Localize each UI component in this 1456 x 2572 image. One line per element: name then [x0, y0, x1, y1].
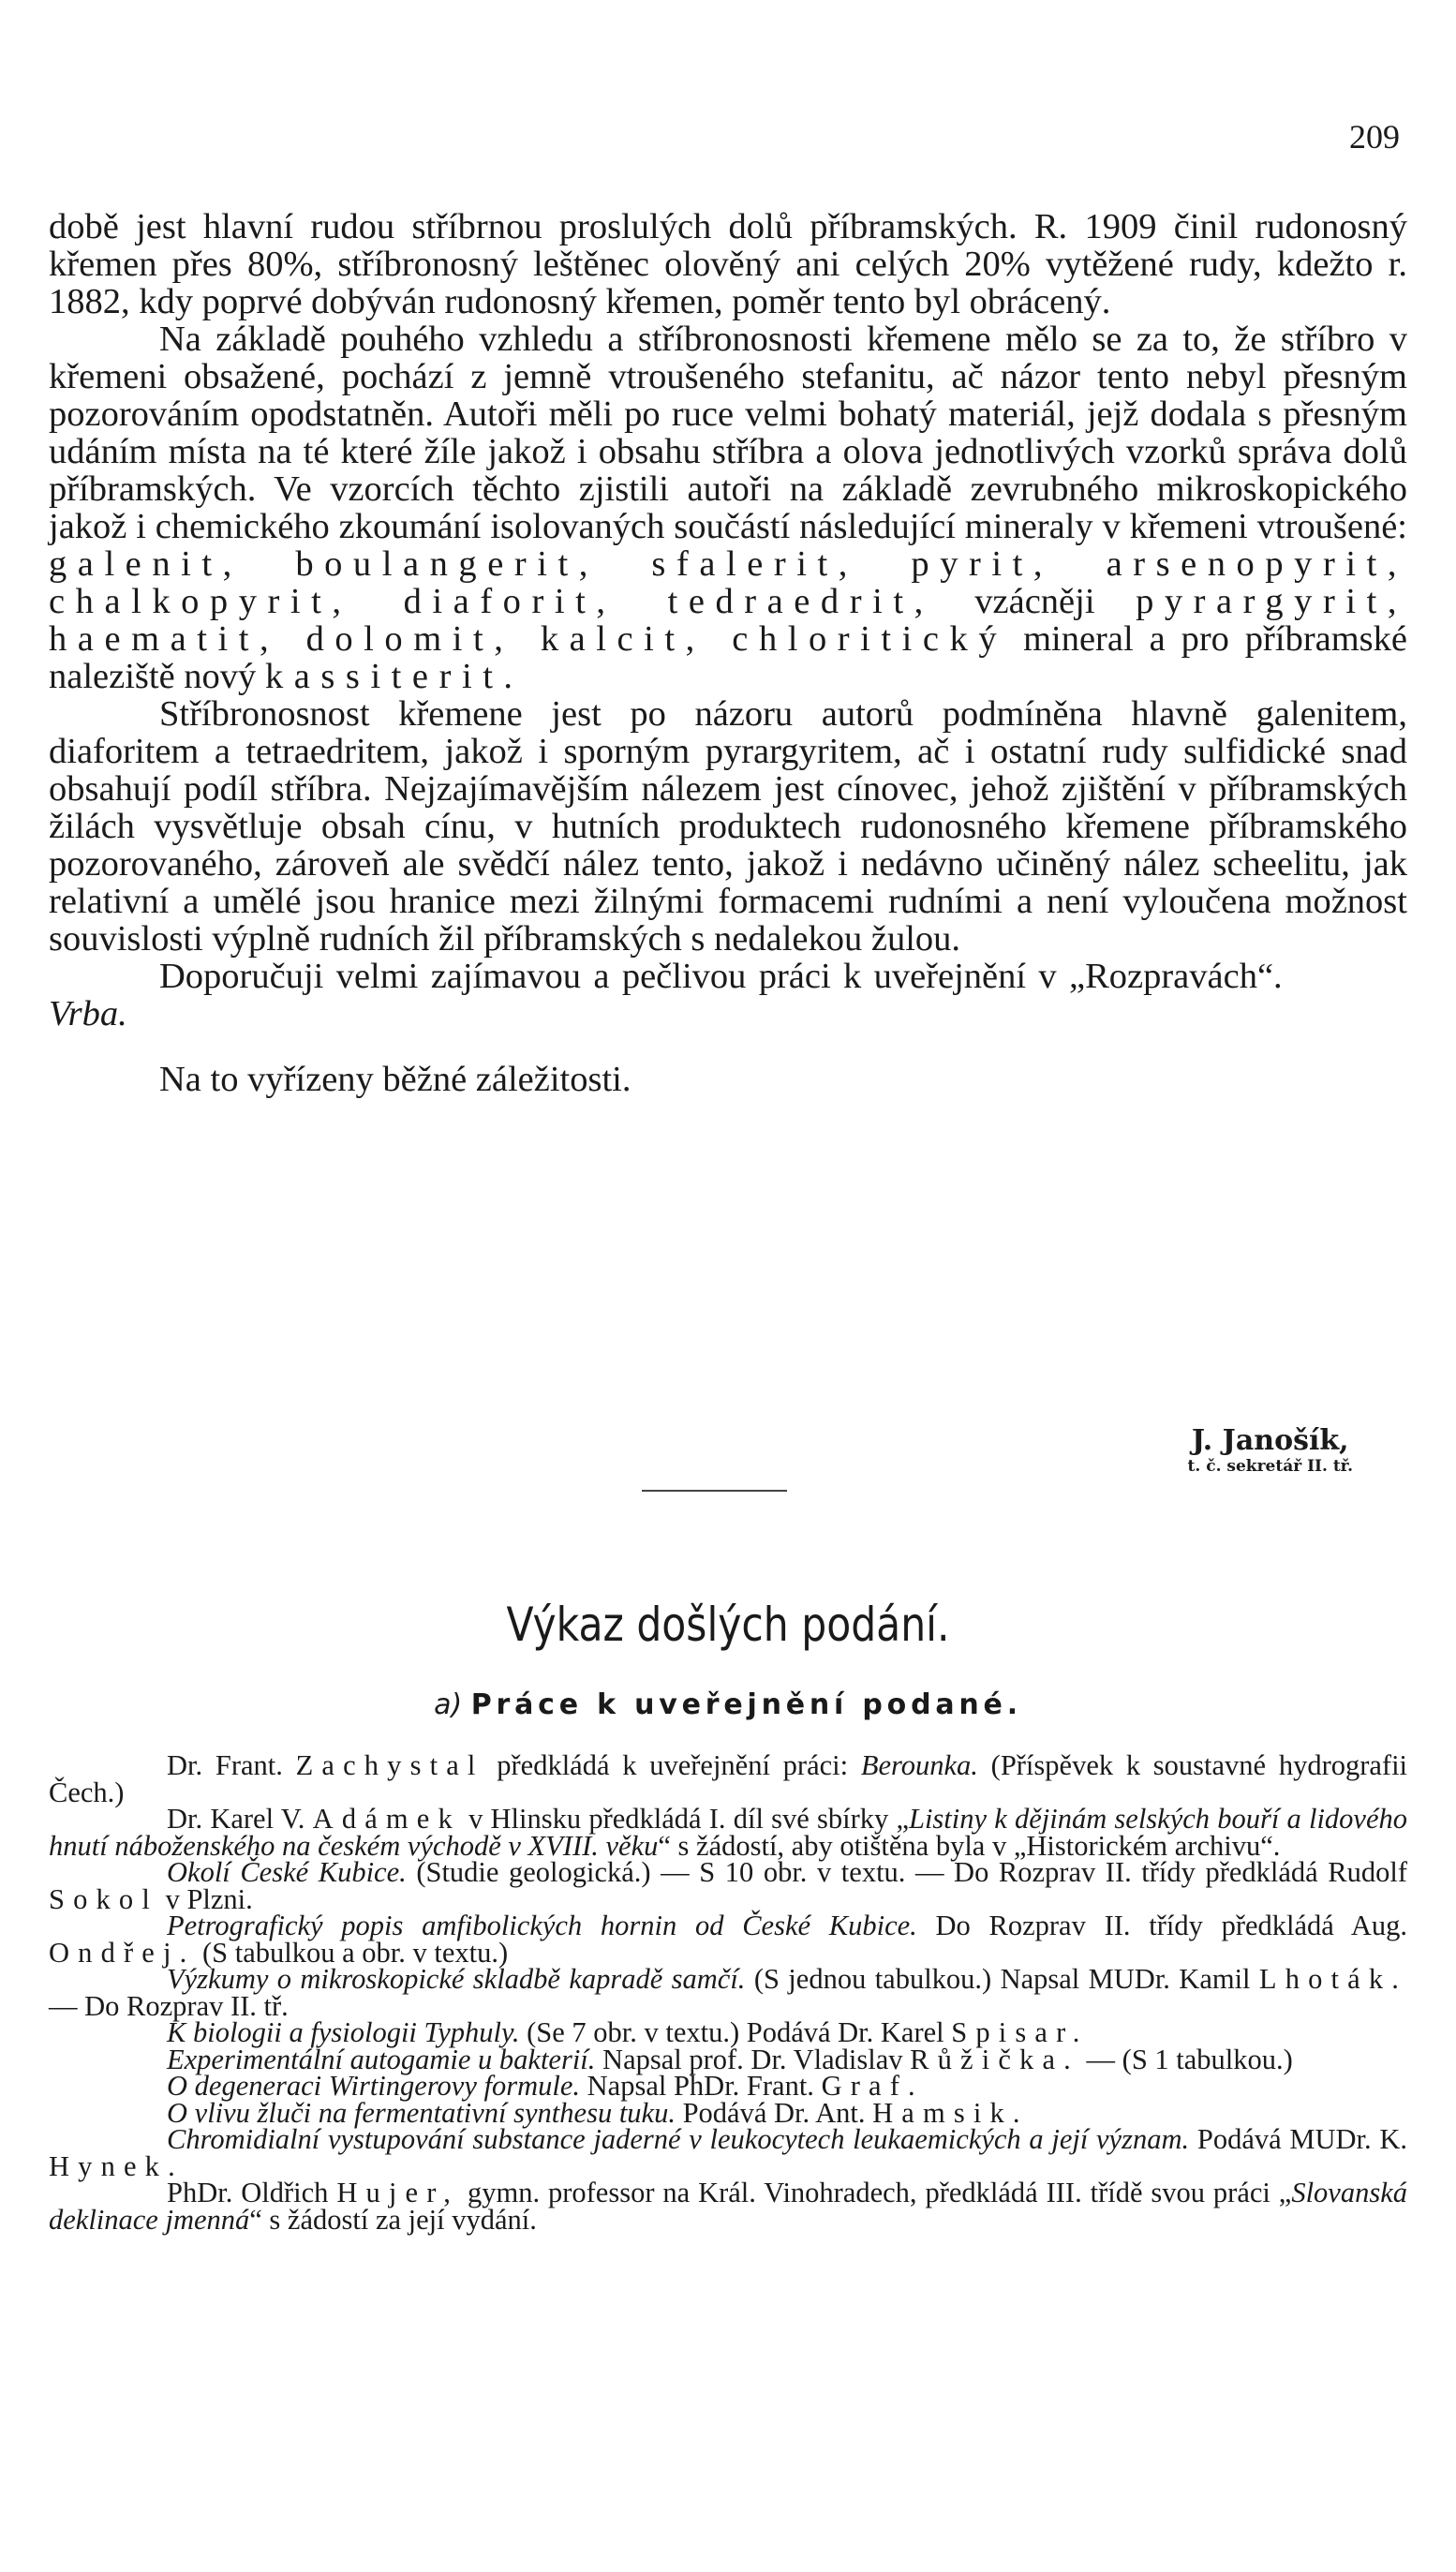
minerals-list-2: pyrargyrit, haematit, dolomit, kalcit, chloritický	[49, 582, 1408, 659]
subsection-heading	[0, 1688, 1456, 1721]
list-item: Okolí České Kubice. (Studie geologická.) — S 10 obr. v textu. — Do Rozprav II. třídy předkládá Rudolf Sokol v Plzni.	[49, 1856, 1408, 1915]
signature-block	[1188, 1424, 1353, 1476]
paragraph-2: Na základě pouhého vzhledu a stříbronosnosti křemene mělo se za to, že stříbro v křemeni obsažené, pochází z jemně vtroušeného stefanitu, ač názor tento nebyl přesným pozorováním opodstatněn. Autoři měli po ruce velmi bohatý materiál, jejž dodala s přesným udáním místa na té které žíle jakož i obsahu stříbra a olova jednotlivých vzorků správa dolů příbramských. Ve vzorcích těchto zjistili autoři na základě zevrubného mikroskopického jakož i chemického zkoumání isolovaných součástí následující mineraly v křemeni vtroušené: galenit, boulangerit, sfalerit, pyrit, arsenopyrit, chalkopyrit, diaforit, tedraedrit, vzácněji pyrargyrit, haematit, dolomit, kalcit, chloritický mineral a pro příbramské naleziště nový kassiterit.	[49, 320, 1408, 696]
list-item: O vlivu žluči na fermentativní synthesu tuku. Podává Dr. Ant. Hamsik.	[167, 2096, 1029, 2129]
paragraph-1: době jest hlavní rudou stříbrnou proslulých dolů příbramských. R. 1909 činil rudonosný křemen přes 80%, stříbronosný leštěnec olověný ani celých 20% vytěžené rudy, kdežto r. 1882, kdy poprvé dobýván rudonosný křemen, poměr tento byl obrácený.	[49, 207, 1407, 321]
list-item: O degeneraci Wirtingerovy formule. Napsal PhDr. Frant. Graf.	[167, 2070, 924, 2102]
report-text	[49, 208, 1407, 1098]
mineral-kassiterit: kassiterit.	[264, 657, 524, 696]
signature-role: t. č. sekretář II. tř.	[1187, 1457, 1353, 1476]
list-item: Výzkumy o mikroskopické skladbě kapradě samčí. (S jednou tabulkou.) Napsal MUDr. Kamil Lhoták. — Do Rozprav II. tř.	[49, 1963, 1407, 2022]
list-item: PhDr. Oldřich Hujer, gymn. professor na Král. Vinohradech, předkládá III. třídě svou práci „Slovanská deklinace jmenná“ s žádostí za její vydání.	[49, 2177, 1407, 2236]
list-item: Dr. Karel V. Adámek v Hlinsku předkládá I. díl své sbírky „Listiny k dějinám selských bouří a lidového hnutí náboženského na českém východě v XVIII. věku“ s žádostí, aby otištěna byla v „Historickém archivu“.	[49, 1803, 1407, 1862]
paragraph-5: Na to vyřízeny běžné záležitosti.	[159, 1060, 631, 1099]
paragraph-3: Stříbronosnost křemene jest po názoru autorů podmíněna hlavně galenitem, diaforitem a tetraedritem, jakož i sporným pyrargyritem, ač i ostatní rudy sulfidické snad obsahují podíl stříbra. Nejzajímavějším nálezem jest cínovec, jehož zjištění v příbramských žilách vysvětluje obsah cínu, v hutních produktech rudonosného křemene příbramského pozorovaného, zároveň ale svědčí nález tento, jakož i nedávno učiněný nález scheelitu, jak relativní a umělé jsou hranice mezi žilnými formacemi rudními a není vyloučena možnost souvislosti výplně rudních žil příbramských s nedalekou žulou.	[49, 694, 1407, 959]
subsection-label: a)	[434, 1688, 463, 1721]
minerals-list: galenit, boulangerit, sfalerit, pyrit, arsenopyrit, chalkopyrit, diaforit, tedraedrit,	[49, 544, 1407, 621]
section-divider	[642, 1490, 787, 1492]
list-item: Chromidialní vystupování substance jaderné v leukocytech leukaemických a její význam. Podává MUDr. K. Hynek.	[49, 2123, 1408, 2182]
paragraph-4: Doporučuji velmi zajímavou a pečlivou práci k uveřejnění v „Rozpravách“. Vrba.	[49, 957, 1283, 1033]
subsection-title: Práce k uveřejnění podané.	[470, 1688, 1022, 1721]
list-item: K biologii a fysiologii Typhuly. (Se 7 obr. v textu.) Podává Dr. Karel Spisar.	[167, 2016, 1089, 2048]
submissions-list	[49, 1749, 1408, 2236]
list-item: Dr. Frant. Zachystal předkládá k uveřejnění práci: Berounka. (Příspěvek k soustavné hydrografii Čech.)	[49, 1749, 1408, 1808]
section-heading: Výkaz došlých podání.	[506, 1598, 950, 1652]
list-item: Petrografický popis amfibolických hornin od České Kubice. Do Rozprav II. třídy předkládá Aug. Ondřej. (S tabulkou a obr. v textu.)	[49, 1910, 1408, 1969]
page-number: 209	[1349, 118, 1400, 156]
signature-name: J. Janošík,	[1191, 1424, 1349, 1457]
signature-vrba: Vrba.	[49, 994, 127, 1033]
list-item: Experimentální autogamie u bakterií. Napsal prof. Dr. Vladislav Růžička. — (S 1 tabulkou.)	[167, 2043, 1293, 2075]
